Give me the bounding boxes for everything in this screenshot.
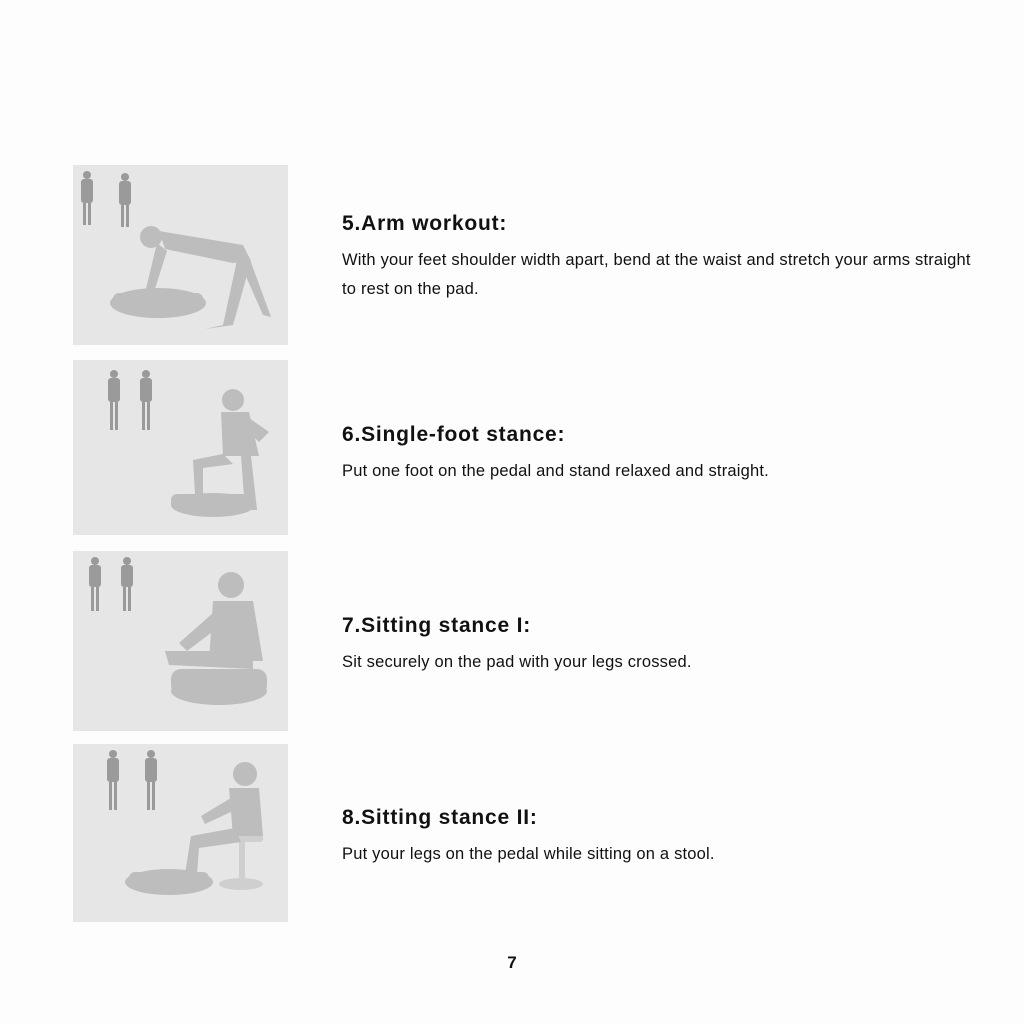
exercise-title: 5.Arm workout:	[342, 212, 508, 235]
exercise-description: Put your legs on the pedal while sitting on a stool.	[342, 845, 715, 863]
page-number: 7	[507, 953, 517, 972]
arm-workout-figure-icon	[73, 165, 288, 345]
illustration-arm-workout	[73, 165, 288, 345]
exercise-single-foot-stance	[342, 423, 982, 486]
exercise-arm-workout	[342, 212, 982, 304]
exercise-sitting-stance-2	[342, 806, 982, 869]
illustration-sitting-stance-1	[73, 551, 288, 731]
illustration-single-foot-stance	[73, 360, 288, 535]
exercise-description: Sit securely on the pad with your legs crossed.	[342, 653, 692, 671]
illustration-sitting-stance-2	[73, 744, 288, 922]
sitting-stance-2-figure-icon	[73, 744, 288, 922]
exercise-description: Put one foot on the pedal and stand relaxed and straight.	[342, 462, 769, 480]
exercise-title: 6.Single-foot stance:	[342, 423, 566, 446]
exercise-description: With your feet shoulder width apart, bend at the waist and stretch your arms straight to rest on the pad.	[342, 251, 971, 298]
exercise-sitting-stance-1	[342, 614, 982, 677]
sitting-stance-1-figure-icon	[73, 551, 288, 731]
exercise-title: 8.Sitting stance II:	[342, 806, 538, 829]
single-foot-stance-figure-icon	[73, 360, 288, 535]
exercise-title: 7.Sitting stance I:	[342, 614, 532, 637]
